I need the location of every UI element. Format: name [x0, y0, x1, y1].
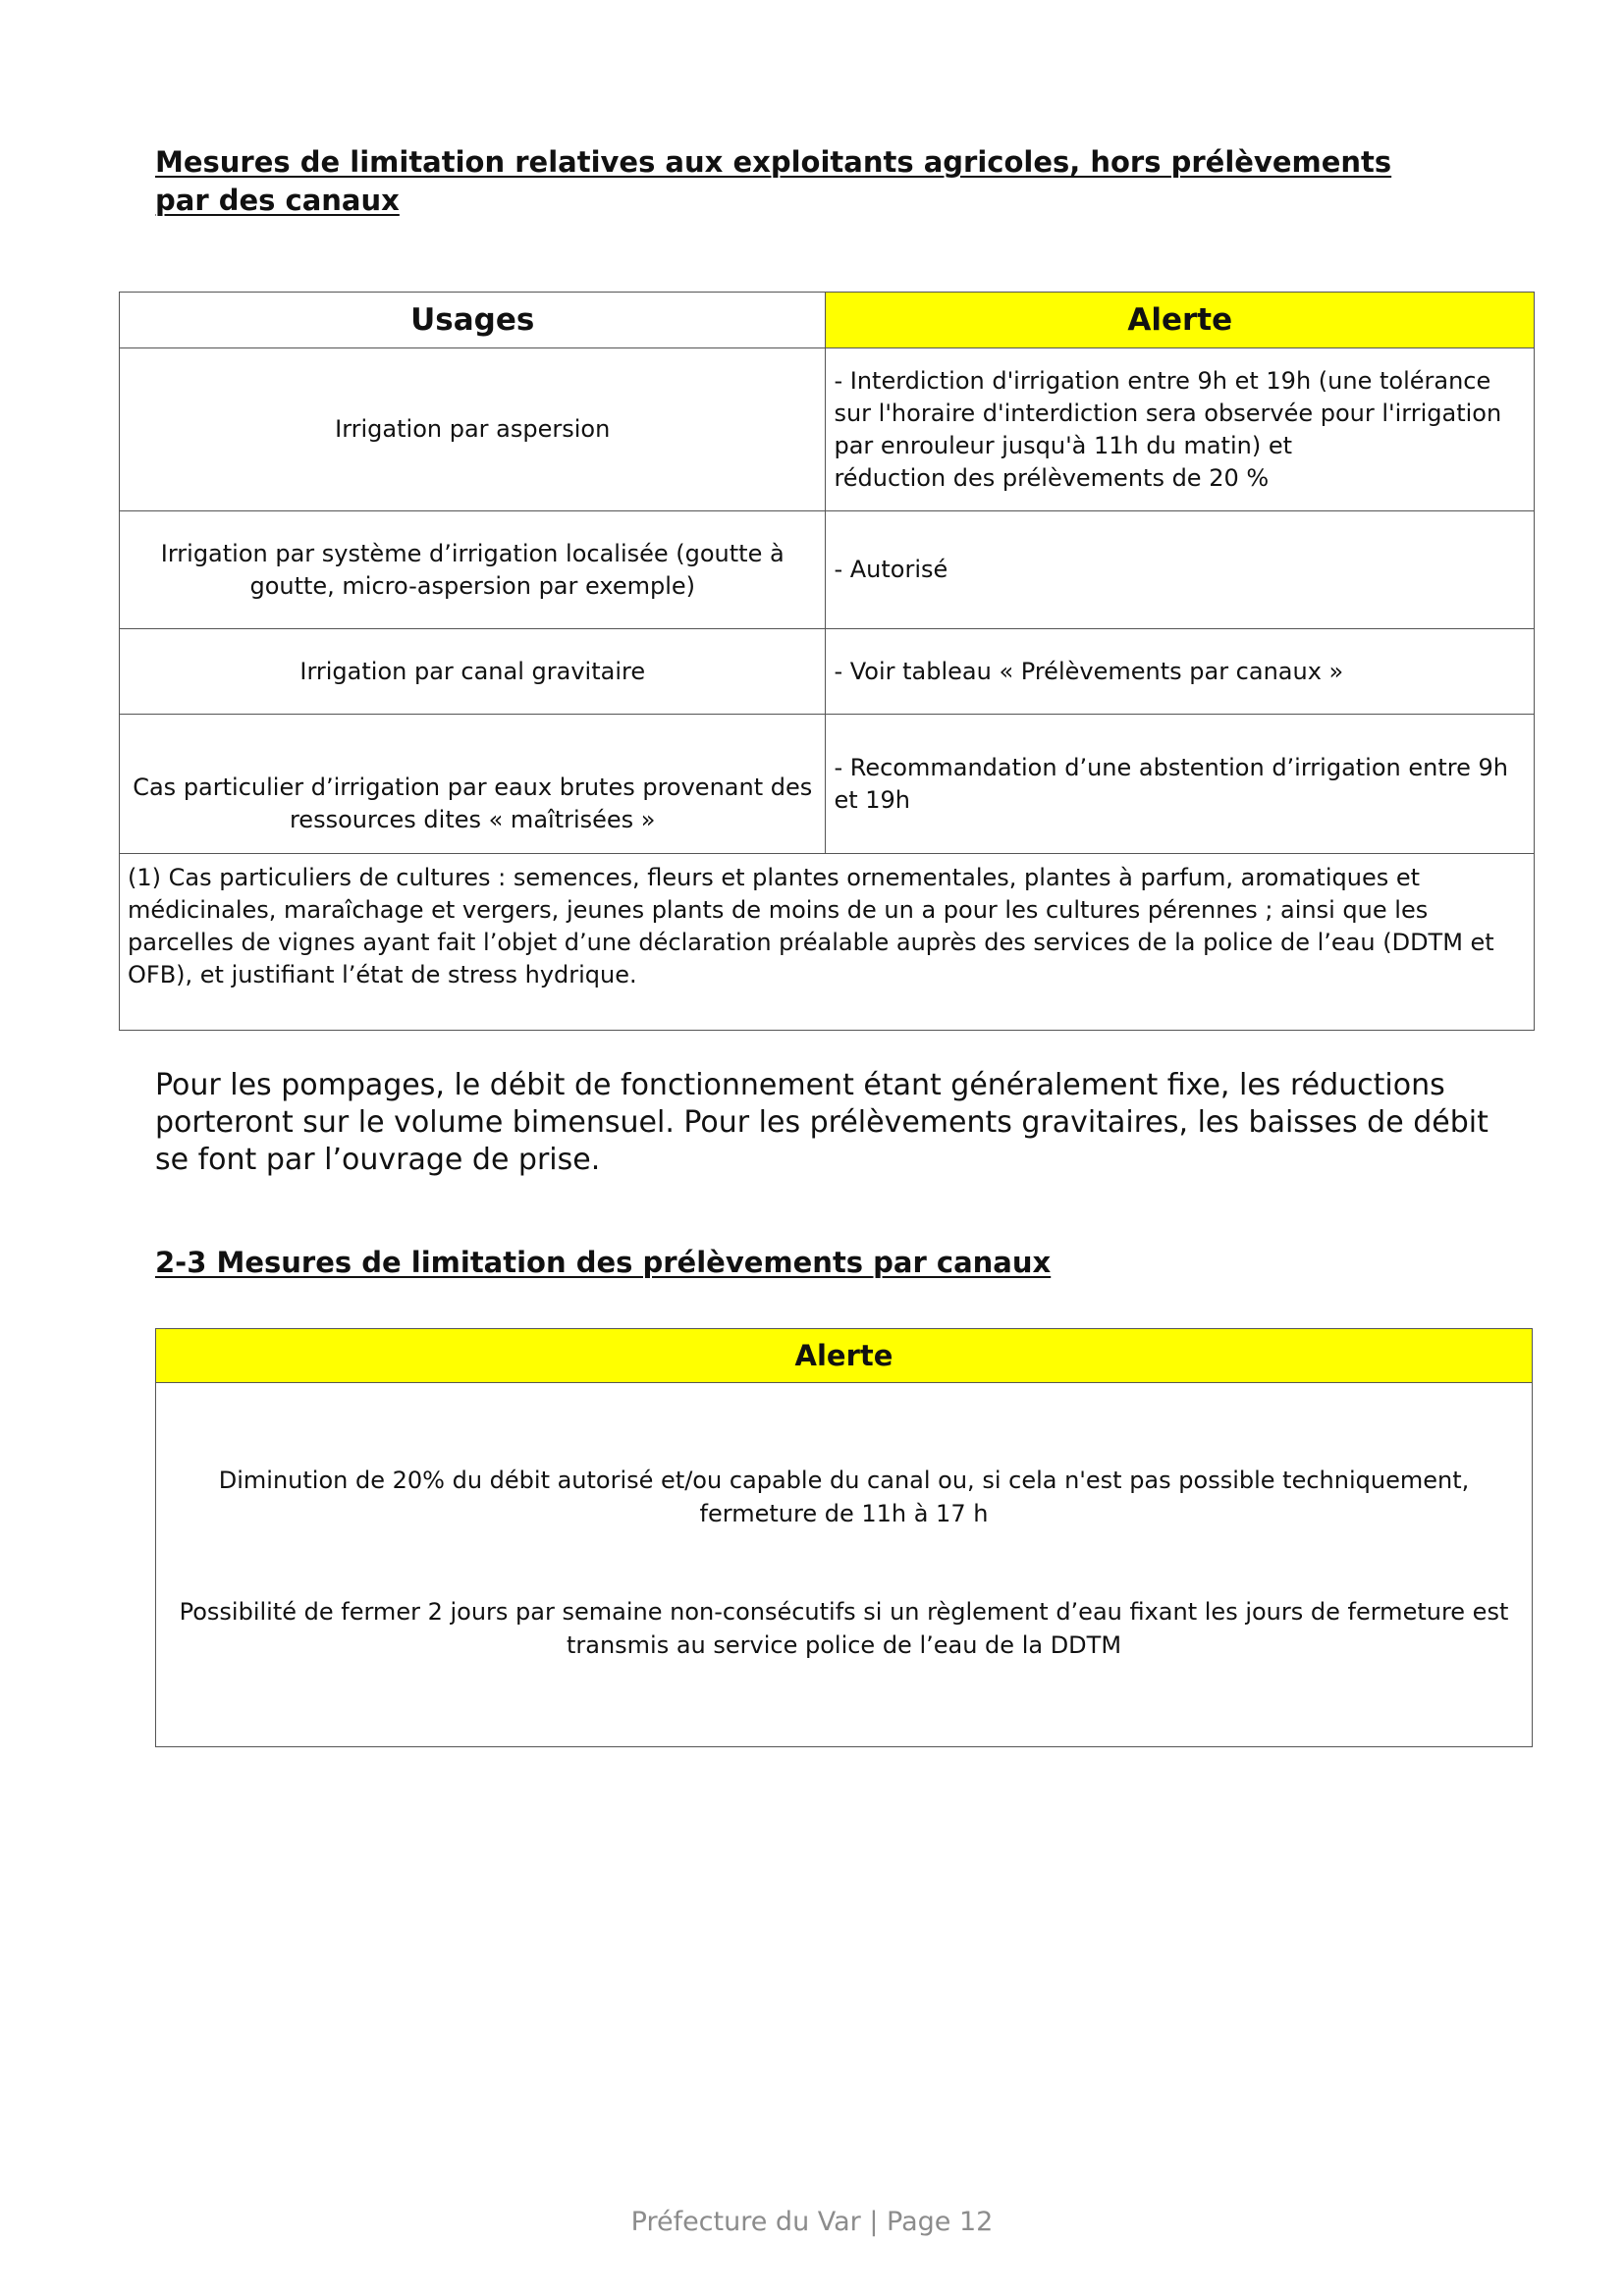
footnote-cell: (1) Cas particuliers de cultures : semences, fleurs et plantes ornementales, plantes à parfum, aromatiques et médicinales, maraîchage et vergers, jeunes plants de moins de un a pour les cultures pérennes ; ainsi que les parcelles de vignes ayant fait l’objet d’une déclaration préalable auprès des services de la police de l’eau (DDTM et OFB), et justifiant l’état de stress hydrique. — [120, 854, 1535, 1031]
canal-alert-table — [155, 1328, 1533, 1747]
table-note-row — [120, 854, 1535, 1031]
table-row — [120, 629, 1535, 715]
rule-cell — [826, 715, 1535, 854]
rule-text: - Voir tableau « Prélèvements par canaux » — [834, 657, 1344, 685]
table-header-row — [120, 293, 1535, 348]
usage-cell: Irrigation par canal gravitaire — [120, 629, 826, 715]
table-row — [120, 511, 1535, 629]
agricultural-usage-table — [119, 292, 1535, 1031]
rule-cell — [826, 629, 1535, 715]
canal-closure-days-text: Possibilité de fermer 2 jours par semaine non-consécutifs si un règlement d’eau fixant les jours de fermeture est transmis au service police de l’eau de la DDTM — [179, 1598, 1509, 1659]
canal-measures-cell — [156, 1383, 1533, 1747]
section-heading-agricultural-limits: Mesures de limitation relatives aux exploitants agricoles, hors prélèvements par des canaux — [155, 145, 1392, 217]
pumping-paragraph: Pour les pompages, le débit de fonctionnement étant généralement fixe, les réductions porteront sur le volume bimensuel. Pour les prélèvements gravitaires, les baisses de débit se font par l’ouvrage de prise. — [155, 1068, 1489, 1177]
usage-cell: Irrigation par système d’irrigation localisée (goutte à goutte, micro-aspersion par exemple) — [120, 511, 826, 629]
rule-cell — [826, 348, 1535, 511]
rule-text: - Interdiction d'irrigation entre 9h et 19h (une tolérance sur l'horaire d'interdiction sera observée pour l'irrigation par enrouleur jusqu'à 11h du matin) et — [834, 366, 1502, 459]
page-footer: Préfecture du Var | Page 12 — [630, 2207, 994, 2237]
table-row — [120, 715, 1535, 854]
column-header-alerte: Alerte — [156, 1329, 1533, 1383]
rule-text: - Autorisé — [834, 556, 948, 583]
rule-cell — [826, 511, 1535, 629]
canal-flow-reduction-text: Diminution de 20% du débit autorisé et/ou capable du canal ou, si cela n'est pas possible techniquement, fermeture de 11h à 17 h — [218, 1467, 1470, 1527]
column-header-usages: Usages — [120, 293, 826, 348]
rule-text: réduction des prélèvements de 20 % — [834, 463, 1270, 492]
usage-cell: Irrigation par aspersion — [120, 348, 826, 511]
rule-text: - Recommandation d’une abstention d’irrigation entre 9h et 19h — [834, 753, 1508, 814]
column-header-alerte: Alerte — [826, 293, 1535, 348]
table-row — [156, 1383, 1533, 1747]
table-header-row — [156, 1329, 1533, 1383]
table-row — [120, 348, 1535, 511]
section-heading-canal-limits: 2-3 Mesures de limitation des prélèvements par canaux — [155, 1246, 1052, 1279]
usage-cell: Cas particulier d’irrigation par eaux brutes provenant des ressources dites « maîtrisées » — [120, 715, 826, 854]
